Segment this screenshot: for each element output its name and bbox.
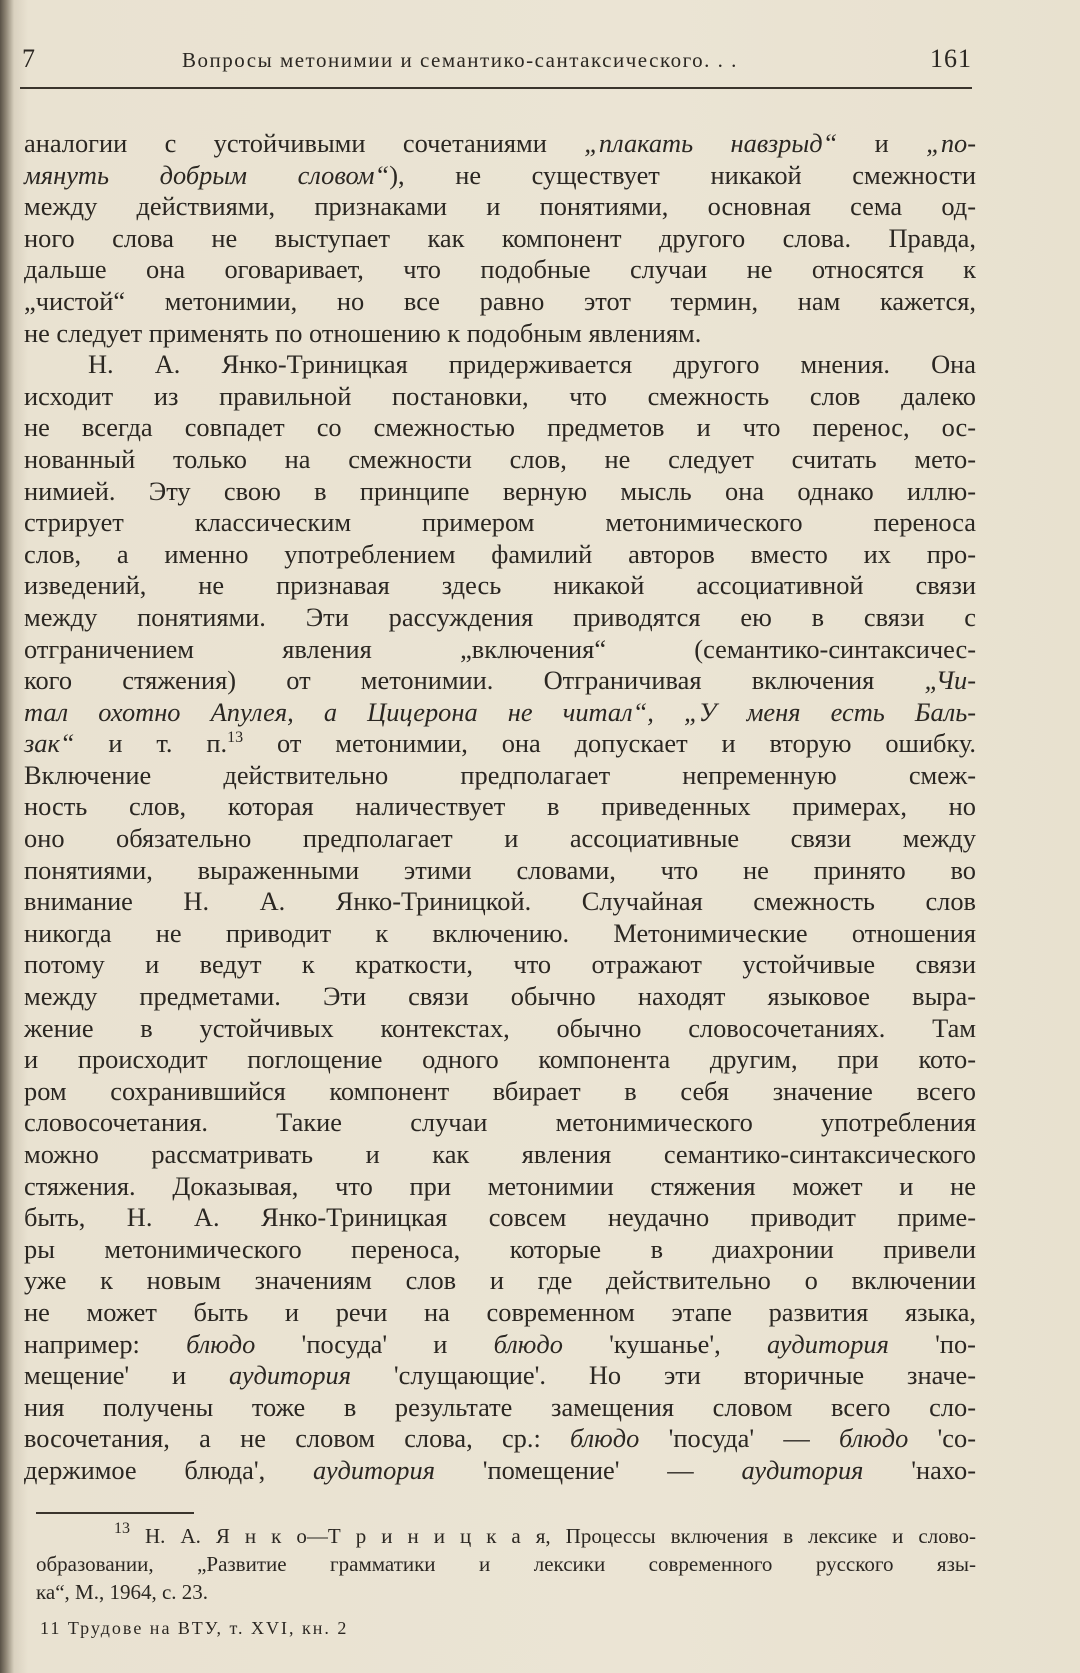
italic-text: блюдо [570,1423,640,1454]
text-segment: Включение действительно предполагает непременную смеж- [24,759,976,790]
body-line [24,160,976,192]
body-line [24,1329,976,1361]
italic-text: мянуть добрым словом“ [24,159,390,190]
body-line [24,791,976,823]
body-line [24,318,976,350]
text-segment: 'по- [888,1328,976,1359]
body-line [24,823,976,855]
footnote-marker: 13 [114,1520,130,1537]
text-segment: можно рассматривать и как явления семантико-синтаксического [24,1139,976,1169]
body-line [24,728,976,760]
text-segment: жение в устойчивых контекстах, обычно словосочетаниях. Там [24,1012,976,1043]
body-line [24,1360,976,1392]
text-segment: 'кушанье', [562,1328,767,1359]
text-segment: стяжения. Доказывая, что при метонимии стяжения может и не [24,1170,976,1201]
body-line [24,476,976,508]
text-segment: нованный только на смежности слов, не следует считать мето- [24,443,976,474]
text-segment: между действиями, признаками и понятиями, основная сема од- [24,191,976,222]
running-header [22,44,972,80]
text-segment: 'посуда' и [255,1328,494,1359]
body-line [24,1234,976,1266]
text-segment: стрирует классическим примером метонимического переноса [24,507,976,538]
header-rule [20,87,972,89]
text-segment: „чистой“ метонимии, но все равно этот термин, нам кажется, [24,285,976,316]
body-line [24,1265,976,1297]
body-line [24,1171,976,1203]
text-segment: ния получены тоже в результате замещения словом всего сло- [24,1391,976,1422]
text-segment: 'помещение' — [434,1454,742,1485]
page-number-left: 7 [22,44,36,73]
italic-text: тал охотно Апулея, а Цицерона не читал“, „У меня есть Баль- [24,696,976,727]
running-title: Вопросы метонимии и семантико-сантаксического. . . [182,48,738,72]
text-segment: уже к новым значениям слов и где действительно о включении [24,1265,976,1296]
body-line [24,1076,976,1108]
italic-text: аудитория [313,1454,435,1485]
text-segment: исходит из правильной постановки, что смежность слов далеко [24,380,976,411]
text-segment: не следует применять по отношению к подобным явлениям. [24,317,702,348]
text-segment: потому и ведут к краткости, что отражают устойчивые связи [24,949,976,980]
text-segment: ром сохранившийся компонент вбирает в себя значение всего [24,1075,976,1106]
body-line [24,1013,976,1045]
body-line [24,381,976,413]
text-segment: ры метонимического переноса, которые в диахронии привели [24,1233,976,1264]
text-segment: ность слов, которая наличествует в приведенных примерах, но [24,791,976,822]
body-line [24,1392,976,1424]
italic-text: блюдо [493,1328,563,1359]
footnote-line [36,1522,976,1550]
text-segment: словосочетания. Такие случаи метонимического употребления [24,1107,976,1138]
text-segment: никогда не приводит к включению. Метонимические отношения [24,917,976,948]
footnote-line [36,1550,976,1578]
text-segment: между предметами. Эти связи обычно находят языковое выра- [24,981,976,1012]
body-line [24,349,976,381]
body-line [24,128,976,160]
body-line [24,665,976,697]
body-line [24,634,976,666]
text-segment: мещение' и [24,1360,230,1391]
text-segment: ), не существует никакой смежности [389,159,976,190]
text-segment: и т. п. [74,728,228,759]
italic-text: „плакать навзрыд“ [584,128,838,158]
footnote-marker: 13 [227,729,244,747]
text-segment: понятиями, выраженными этими словами, что не принято во [24,854,976,885]
italic-text: аудитория [741,1454,864,1485]
body-line [24,412,976,444]
body-line [24,1044,976,1076]
text-segment: внимание Н. А. Янко-Триницкой. Случайная смежность слов [24,886,976,917]
body-line [24,981,976,1013]
text-segment: быть, Н. А. Янко-Триницкая совсем неудачно приводит приме- [24,1202,976,1233]
text-segment: аналогии с устойчивыми сочетаниями [24,128,585,158]
text-segment: кого стяжения) от метонимии. Отграничивая включения [24,665,925,696]
italic-text: „Чи- [924,665,976,696]
page-number: 161 [930,44,972,73]
body-line [24,570,976,602]
body-line [24,1423,976,1455]
italic-text: „по- [926,128,976,158]
italic-text: блюдо [186,1328,256,1359]
text-segment: восочетания, а не словом слова, ср.: [24,1423,571,1454]
text-segment: от метонимии, она допускает и вторую ошибку. [243,728,976,759]
text-segment: дальше она оговаривает, что подобные случаи не относятся к [24,254,976,285]
body-line [24,1139,976,1171]
italic-text: зак“ [24,728,75,759]
body-line [24,444,976,476]
body-line [24,507,976,539]
footnote-rule [36,1512,194,1514]
body-line [24,1455,976,1487]
text-segment: не может быть и речи на современном этапе развития языка, [24,1296,976,1327]
body-line [24,949,976,981]
text-segment: образовании, „Развитие грамматики и лексики современного русского язы- [36,1552,976,1576]
text-segment: держимое блюда', [24,1454,314,1485]
text-segment: между понятиями. Эти рассуждения приводятся ею в связи с [24,601,976,632]
text-segment: ного слова не выступает как компонент другого слова. Правда, [24,222,976,253]
text-segment: 'со- [908,1423,976,1454]
text-segment: Н. А. Янко-Триницкая придерживается другого мнения. Она [88,349,976,380]
text-segment: Н. А. Я н к о—Т р и н и ц к а я, Процессы включения в лексике и слово- [130,1524,976,1548]
text-segment: например: [24,1328,187,1359]
text-segment: и происходит поглощение одного компонента другим, при кото- [24,1044,976,1075]
text-segment: и [837,128,927,158]
body-line [24,855,976,887]
body-line [24,539,976,571]
main-text [24,128,976,1487]
body-line [24,1202,976,1234]
body-line [24,1297,976,1329]
body-line [24,1107,976,1139]
body-line [24,223,976,255]
body-line [24,602,976,634]
italic-text: аудитория [766,1328,889,1359]
footnote-line [36,1578,976,1606]
footnote [36,1522,976,1606]
text-segment: изведений, не признавая здесь никакой ассоциативной связи [24,570,976,601]
text-segment: 'посуда' — [639,1423,839,1454]
text-segment: 'нахо- [863,1454,976,1485]
printer-signature: 11 Трудове на ВТУ, т. XVI, кн. 2 [40,1618,349,1638]
body-line [24,286,976,318]
body-line [24,918,976,950]
text-segment: отграничением явления „включения“ (семантико-синтаксичес- [24,633,976,664]
italic-text: аудитория [229,1360,351,1391]
italic-text: блюдо [839,1423,909,1454]
body-line [24,191,976,223]
text-segment: оно обязательно предполагает и ассоциативные связи между [24,823,976,854]
body-line [24,254,976,286]
body-line [24,760,976,792]
body-line [24,886,976,918]
text-segment: нимией. Эту свою в принципе верную мысль она однако иллю- [24,475,976,506]
text-segment: 'слущающие'. Но эти вторичные значе- [350,1360,976,1391]
text-segment: ка“, М., 1964, с. 23. [36,1580,209,1604]
text-segment: не всегда совпадет со смежностью предметов и что перенос, ос- [24,412,976,443]
body-line [24,697,976,729]
text-segment: слов, а именно употреблением фамилий авторов вместо их про- [24,538,976,569]
